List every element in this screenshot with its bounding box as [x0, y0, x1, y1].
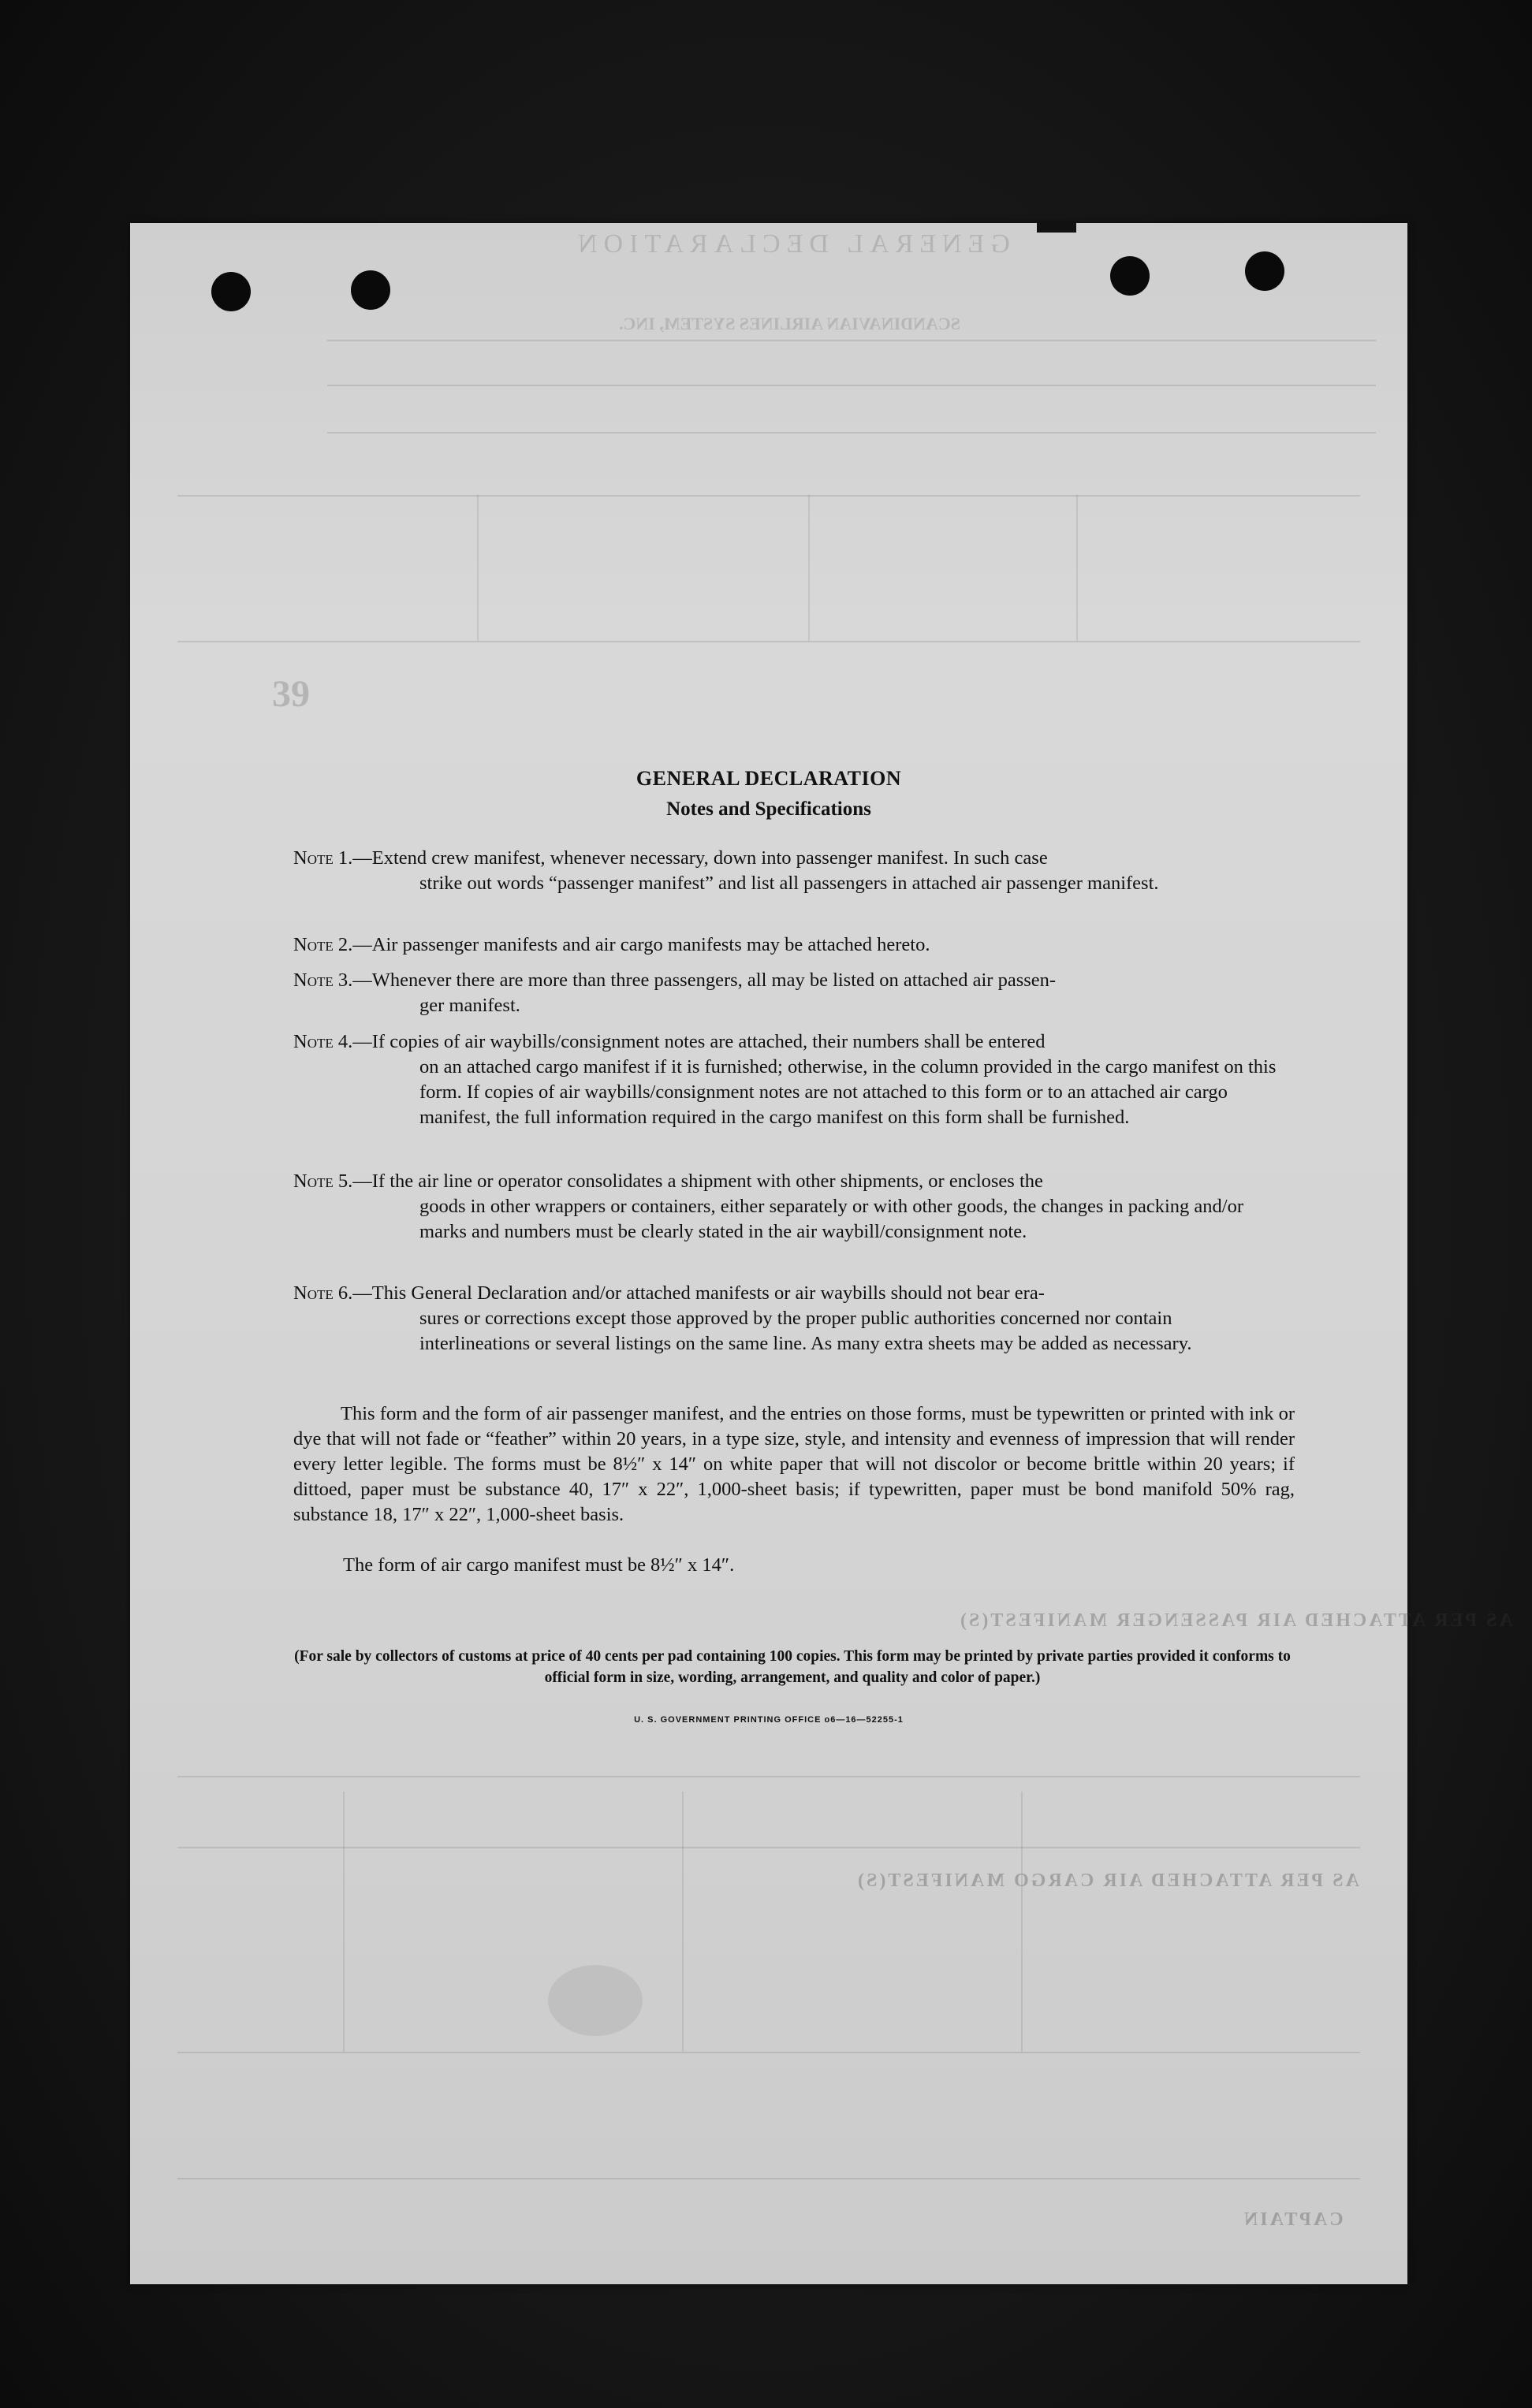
- sale-notice: (For sale by collectors of customs at price of 40 cents per pad containing 100 copies. This form may be printed by private parties provided it conforms to official form in size, wording, arrangement, and quality and color of paper.): [294, 1648, 1291, 1686]
- ghost-airline: SCANDINAVIAN AIRLINES SYSTEM, INC.: [619, 314, 960, 333]
- note-text-first: —This General Declaration and/or attached manifests or air waybills should not bear era-: [352, 1282, 1045, 1304]
- note-text-rest: on an attached cargo manifest if it is furnished; otherwise, in the column provided in the cargo manifest on this form. If copies of air waybills/consignment notes are not attached to this form or to an attached air cargo manifest, the full information required in the cargo manifest on this form shall be furnished.: [419, 1056, 1277, 1128]
- note-text-rest: ger manifest.: [419, 995, 520, 1016]
- document-page: [130, 223, 1513, 2284]
- note-2: [293, 932, 1287, 958]
- note-text-first: —If the air line or operator consolidates a shipment with other shipments, or encloses the: [352, 1171, 1043, 1192]
- note-text-rest: strike out words “passenger manifest” and list all passengers in attached air passenger manifest.: [419, 873, 1159, 894]
- note-label: Note 4.: [293, 1031, 353, 1052]
- document-title: GENERAL DECLARATION: [636, 767, 902, 790]
- note-text-first: —Whenever there are more than three passengers, all may be listed on attached air passen-: [352, 970, 1057, 991]
- ghost-cargo-stamp: AS PER ATTACHED AIR CARGO MANIFEST(S): [855, 1870, 1359, 1891]
- printing-office-line: U. S. GOVERNMENT PRINTING OFFICE o6—16—52255-1: [634, 1715, 904, 1725]
- note-6: [293, 1281, 1287, 1357]
- note-label: Note 2.: [293, 934, 353, 955]
- ghost-passenger-stamp: AS PER ATTACHED AIR PASSENGER MANIFEST(S): [958, 1610, 1513, 1631]
- ghost-header: GENERAL DECLARATION: [572, 229, 1010, 259]
- document-subtitle: Notes and Specifications: [666, 798, 871, 820]
- ghost-page-number: 39: [272, 673, 310, 715]
- note-label: Note 5.: [293, 1171, 353, 1192]
- note-text-rest: sures or corrections except those approved by the proper public authorities concerned nor contain interlineations or several listings on the same line. As many extra sheets may be added as necessary.: [419, 1308, 1192, 1354]
- note-3: [293, 968, 1287, 1018]
- note-label: Note 6.: [293, 1282, 353, 1304]
- note-text-rest: goods in other wrappers or containers, either separately or with other goods, the changes in packing and/or marks and numbers must be clearly stated in the air waybill/consignment note.: [419, 1196, 1244, 1242]
- note-5: [293, 1169, 1287, 1245]
- note-4: [293, 1029, 1287, 1130]
- cargo-size-line: The form of air cargo manifest must be 8½″ x 14″.: [343, 1554, 735, 1576]
- note-text-first: —Air passenger manifests and air cargo manifests may be attached hereto.: [352, 934, 930, 955]
- declaration-notes: [130, 223, 1407, 2284]
- specification-paragraph: This form and the form of air passenger manifest, and the entries on those forms, must be typewritten or printed with ink or dye that will not fade or “feather” within 20 years, in a type size, style, and intensity and evenness of impression that will render every letter legible. The forms must be 8½″ x 14″ on white paper that will not discolor or become brittle within 20 years; if dittoed, paper must be substance 40, 17″ x 22″, 1,000-sheet basis; if typewritten, paper must be bond manifold 50% rag, substance 18, 17″ x 22″, 1,000-sheet basis.: [293, 1403, 1295, 1525]
- note-text-first: —Extend crew manifest, whenever necessary, down into passenger manifest. In such case: [352, 847, 1048, 869]
- note-label: Note 3.: [293, 970, 353, 991]
- note-label: Note 1.: [293, 847, 353, 869]
- note-text-first: —If copies of air waybills/consignment notes are attached, their numbers shall be entered: [352, 1031, 1046, 1052]
- ghost-captain: CAPTAIN: [1242, 2209, 1344, 2230]
- note-1: [293, 846, 1287, 896]
